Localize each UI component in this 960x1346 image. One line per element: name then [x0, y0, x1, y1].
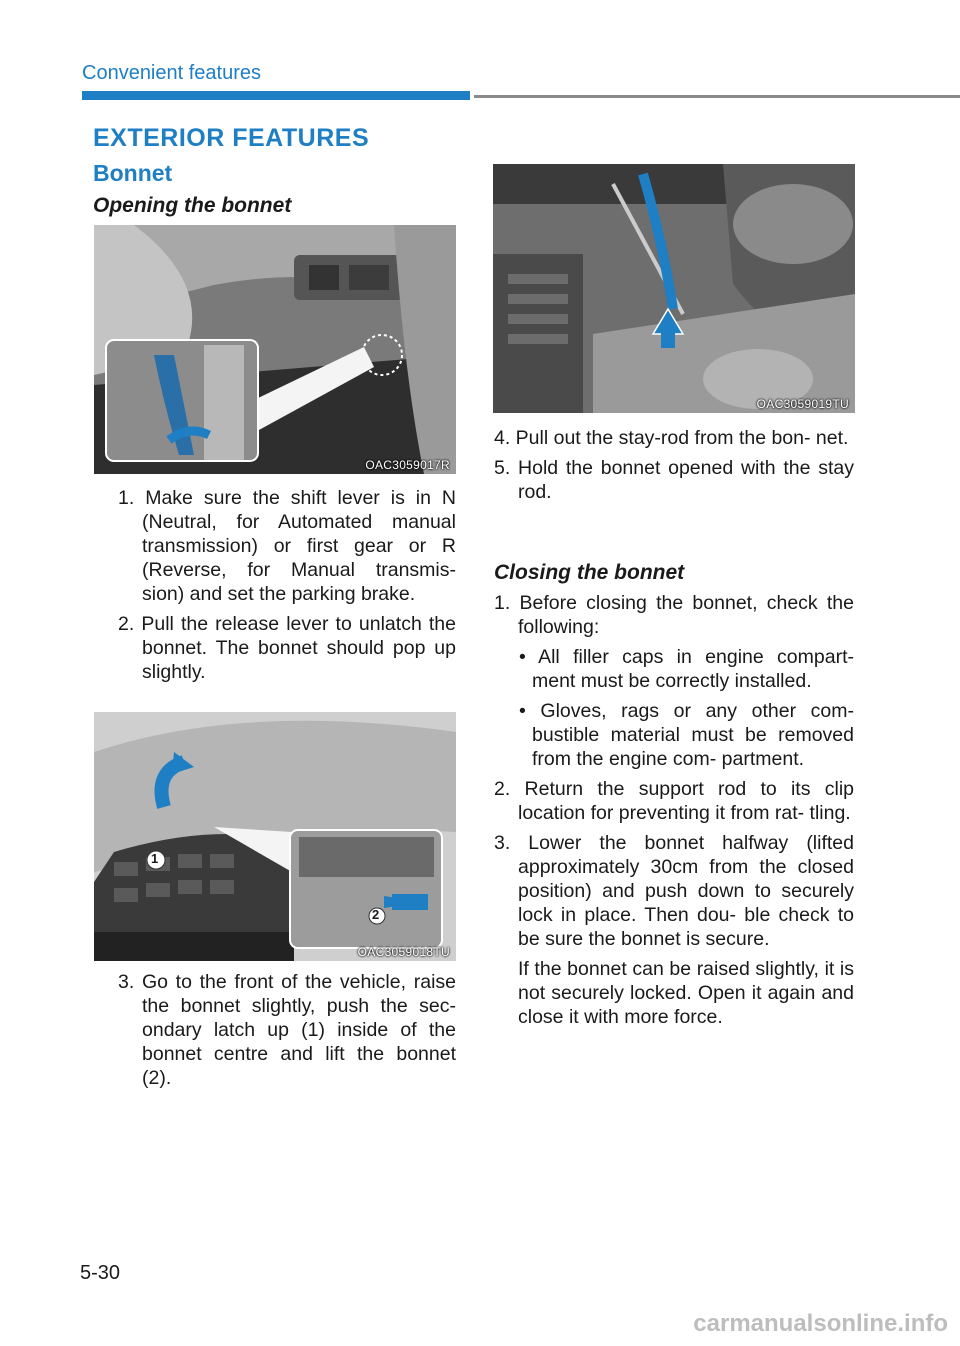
image-code: OAC3059017R	[365, 458, 450, 472]
closing-bullet-1: • All filler caps in engine compart- ment must be correctly installed.	[519, 646, 854, 692]
opening-step-3: 3. Go to the front of the vehicle, raise the bonnet slightly, push the sec- ondary latch up (1) inside of the bonnet centre and lift the bonnet (2).	[118, 971, 456, 1089]
opening-steps-left	[118, 486, 456, 690]
callout-1: 1	[151, 851, 159, 866]
closing-step-1: 1. Before closing the bonnet, check the following:	[494, 592, 854, 638]
watermark: carmanualsonline.info	[693, 1310, 948, 1337]
closing-steps	[494, 591, 854, 1029]
header-rule	[474, 95, 960, 98]
stay-rod-illustration	[493, 164, 855, 413]
page-title: EXTERIOR FEATURES	[93, 124, 370, 152]
opening-heading: Opening the bonnet	[93, 194, 292, 217]
section-label: Convenient features	[82, 62, 262, 84]
opening-step-1: 1. Make sure the shift lever is in N (Neutral, for Automated manual transmission) or first gear or R (Reverse, for Manual transmis- sion) and set the parking brake.	[118, 487, 456, 605]
closing-bullet-2: • Gloves, rags or any other com- bustible material must be removed from the engine com- partment.	[519, 700, 854, 770]
secondary-latch-graphic	[94, 712, 456, 961]
header-rule-accent	[82, 91, 470, 100]
image-code: OAC3059018TU	[357, 945, 450, 959]
closing-note: If the bonnet can be raised slightly, it is not securely locked. Open it again and close it with more force.	[518, 958, 854, 1028]
section-subtitle: Bonnet	[93, 160, 173, 186]
opening-steps-right	[494, 426, 854, 510]
closing-step-2: 2. Return the support rod to its clip location for preventing it from rat- tling.	[494, 778, 854, 824]
closing-heading: Closing the bonnet	[494, 561, 685, 584]
release-lever-illustration	[94, 225, 456, 474]
opening-step-3-block	[118, 970, 456, 1096]
release-lever-graphic	[94, 225, 456, 474]
closing-step-3: 3. Lower the bonnet halfway (lifted approximately 30cm from the closed position) and push down to securely lock in place. Then dou- ble check to be sure the bonnet is secure.	[494, 832, 854, 950]
image-code: OAC3059019TU	[756, 397, 849, 411]
opening-step-4: 4. Pull out the stay-rod from the bon- net.	[494, 427, 849, 449]
page-number: 5-30	[80, 1262, 121, 1284]
stay-rod-graphic	[493, 164, 855, 413]
opening-step-2: 2. Pull the release lever to unlatch the bonnet. The bonnet should pop up slightly.	[118, 613, 456, 683]
secondary-latch-illustration	[94, 712, 456, 961]
opening-step-5: 5. Hold the bonnet opened with the stay rod.	[494, 457, 854, 503]
callout-2: 2	[372, 907, 380, 922]
